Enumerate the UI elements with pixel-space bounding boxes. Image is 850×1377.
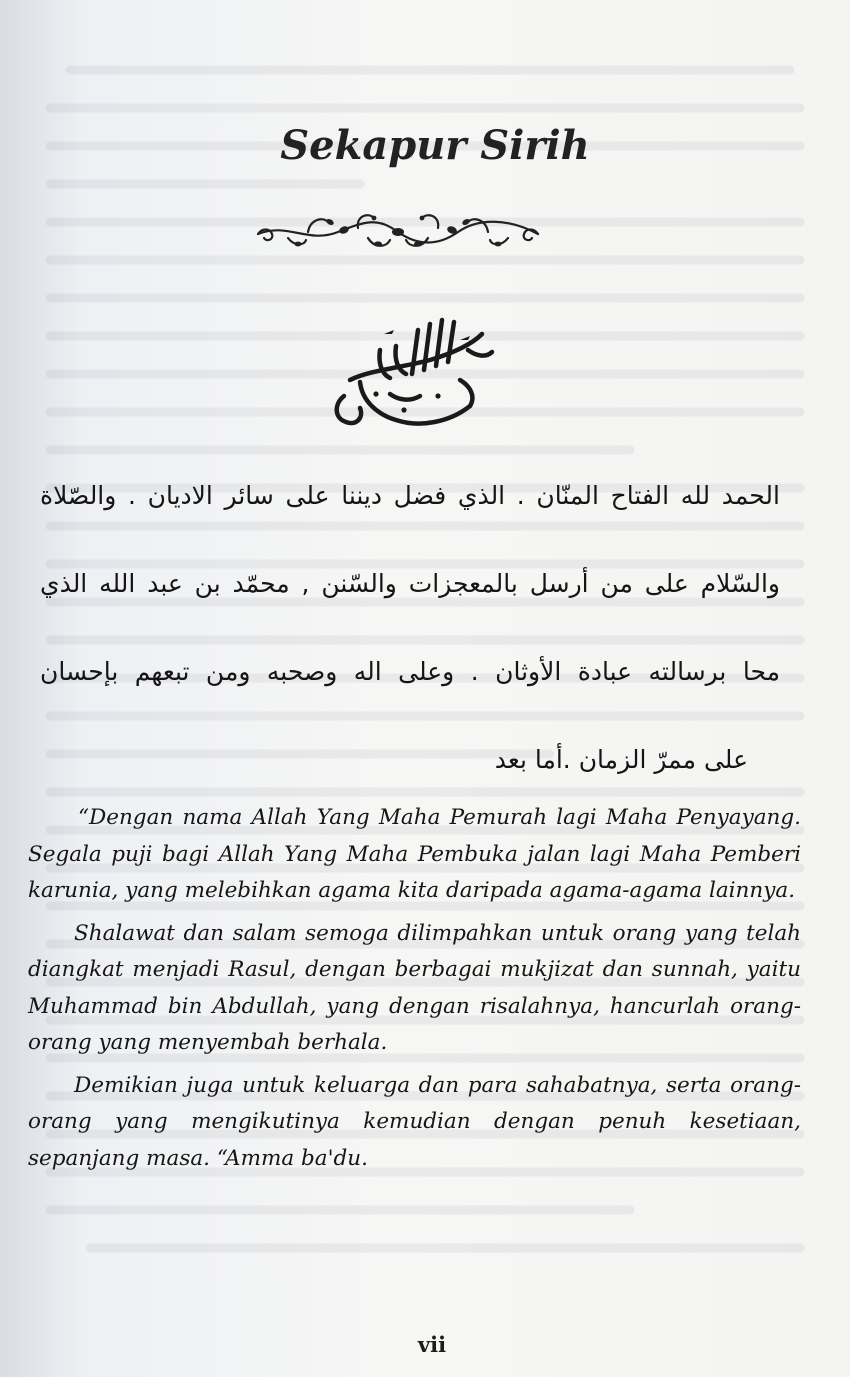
basmala-calligraphy [320, 310, 500, 445]
arabic-opening-text [40, 470, 780, 822]
arabic-line: والسّلام على من أرسل بالمعجزات والسّنن , محمّد بن عبد الله الذي [40, 569, 780, 598]
translation-paragraph: Demikian juga untuk keluarga dan para sahabatnya, serta orang-orang yang mengikutinya kemudian dengan penuh kesetiaan, sepanjang masa. “Amma ba'du. [28, 1072, 801, 1171]
arabic-line: على ممرّ الزمان .أما بعد [494, 745, 748, 774]
chapter-title: Sekapur Sirih [280, 122, 590, 169]
page-number: vii [417, 1332, 447, 1357]
indonesian-translation [28, 800, 801, 1183]
arabic-line: محا برسالته عبادة الأوثان . وعلى اله وصحبه ومن تبعهم بإحسان [40, 657, 780, 686]
arabic-line: الحمد لله الفتاح المنّان . الذي فضل ديننا على سائر الاديان . والصّلاة [40, 481, 780, 510]
translation-paragraph: Shalawat dan salam semoga dilimpahkan untuk orang yang telah diangkat menjadi Rasul, dengan berbagai mukjizat dan sunnah, yaitu Muhammad bin Abdullah, yang dengan risalahnya, hancurlah orang-orang yang menyembah berhala. [28, 920, 801, 1055]
floral-ornament-divider [248, 208, 548, 254]
translation-paragraph: “Dengan nama Allah Yang Maha Pemurah lagi Maha Penyayang. Segala puji bagi Allah Yang Maha Pembuka jalan lagi Maha Pemberi karunia, yang melebihkan agama kita daripada agama-agama lainnya. [28, 805, 801, 903]
